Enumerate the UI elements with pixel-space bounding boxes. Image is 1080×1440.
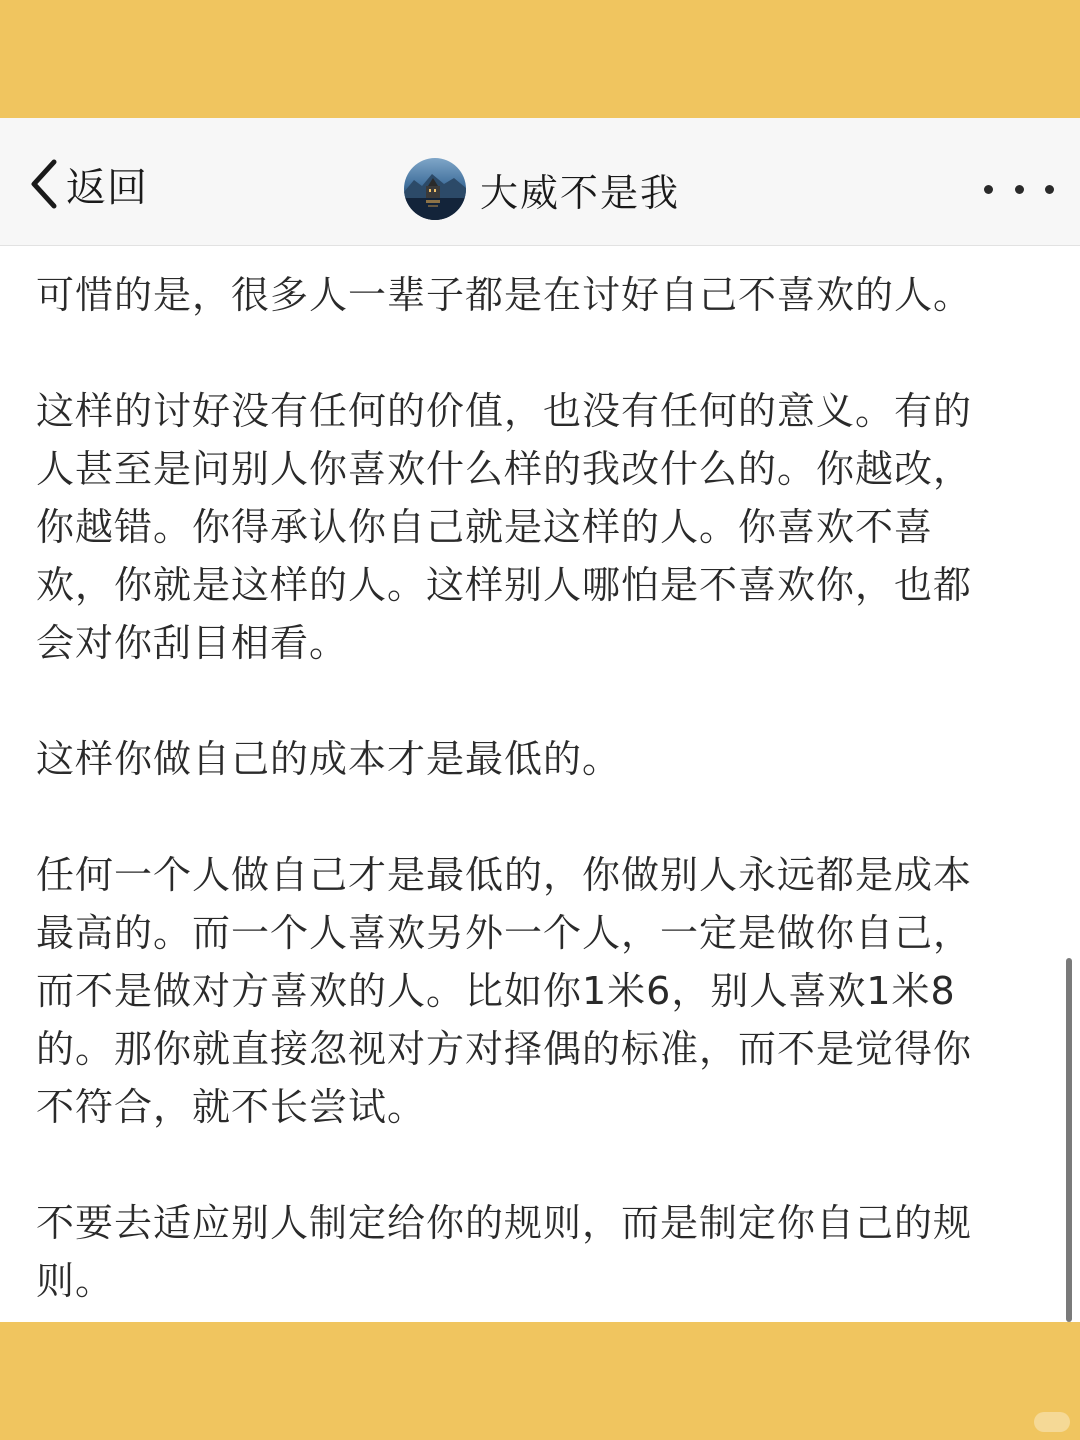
watermark xyxy=(1034,1412,1070,1432)
article-content xyxy=(0,246,1080,1322)
user-profile[interactable] xyxy=(404,158,680,220)
avatar-image xyxy=(404,158,466,220)
scrollbar[interactable] xyxy=(1066,958,1072,1322)
more-horizontal-icon xyxy=(1015,185,1024,194)
article-paragraph: 任何一个人做自己才是最低的，你做别人永远都是成本 最高的。而一个人喜欢另外一个人，一定是做你自己， 而不是做对方喜欢的人。比如你1米6，别人喜欢1米8 的。那你就直接忽视对方对择偶的标准，而不是觉得你 不符合，就不长尝试。 xyxy=(36,853,973,1129)
article-paragraph: 这样的讨好没有任何的价值，也没有任何的意义。有的 人甚至是问别人你喜欢什么样的我改什么的。你越改， 你越错。你得承认你自己就是这样的人。你喜欢不喜 欢，你就是这样的人。这样别人哪怕是不喜欢你，也都 会对你刮目相看。 xyxy=(36,389,973,665)
back-button[interactable] xyxy=(26,158,148,210)
back-label: 返回 xyxy=(66,164,148,211)
top-frame xyxy=(0,0,1080,118)
avatar[interactable] xyxy=(404,158,466,220)
bottom-frame xyxy=(0,1322,1080,1440)
article-body xyxy=(36,266,1036,1322)
chevron-left-icon xyxy=(26,158,60,210)
article-paragraph: 这样你做自己的成本才是最低的。 xyxy=(36,737,622,781)
more-horizontal-icon xyxy=(984,185,993,194)
article-paragraph: 不要去适应别人制定给你的规则，而是制定你自己的规 则。 xyxy=(36,1201,973,1303)
article-paragraph: 可惜的是，很多人一辈子都是在讨好自己不喜欢的人。 xyxy=(36,273,973,317)
user-name: 大威不是我 xyxy=(480,170,681,215)
more-horizontal-icon xyxy=(1045,185,1054,194)
nav-bar xyxy=(0,118,1080,246)
more-options-button[interactable] xyxy=(984,172,1054,206)
